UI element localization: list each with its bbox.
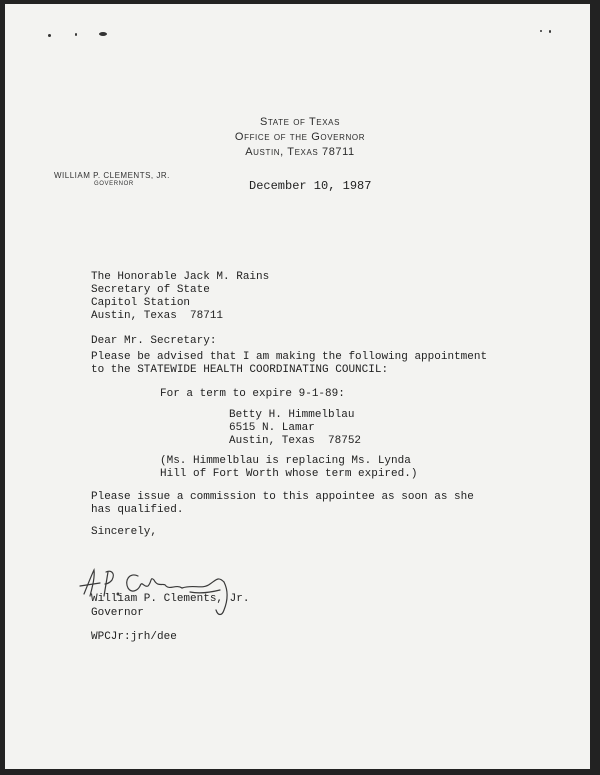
scan-speck xyxy=(549,30,551,33)
scan-speck xyxy=(99,32,107,36)
appointee-line: Austin, Texas 78752 xyxy=(229,435,362,447)
scan-speck xyxy=(540,30,542,32)
scan-speck xyxy=(48,34,51,37)
closing: Sincerely, xyxy=(91,526,158,538)
sender-name: WILLIAM P. CLEMENTS, JR. xyxy=(54,171,170,180)
reference-initials: WPCJr:jrh/dee xyxy=(91,631,177,643)
sender-title: GOVERNOR xyxy=(94,181,134,187)
note-line: Hill of Fort Worth whose term expired.) xyxy=(160,468,418,480)
recipient-line: The Honorable Jack M. Rains xyxy=(91,271,270,283)
signer-name: William P. Clements, Jr. xyxy=(91,593,250,605)
term-line: For a term to expire 9-1-89: xyxy=(160,388,345,400)
body-paragraph-line: Please issue a commission to this appointee as soon as she xyxy=(91,491,474,503)
recipient-line: Austin, Texas 78711 xyxy=(91,310,224,322)
recipient-line: Secretary of State xyxy=(91,284,210,296)
recipient-line: Capitol Station xyxy=(91,297,191,309)
signer-title: Governor xyxy=(91,607,144,619)
letterhead-office: Office of the Governor xyxy=(234,131,366,143)
salutation: Dear Mr. Secretary: xyxy=(91,335,217,347)
body-paragraph-line: to the STATEWIDE HEALTH COORDINATING COUNCIL: xyxy=(91,364,389,376)
letter-date: December 10, 1987 xyxy=(249,179,372,193)
body-paragraph-line: has qualified. xyxy=(91,504,184,516)
letterhead-state: State of Texas xyxy=(259,116,341,128)
note-line: (Ms. Himmelblau is replacing Ms. Lynda xyxy=(160,455,411,467)
appointee-line: Betty H. Himmelblau xyxy=(229,409,355,421)
letterhead-address: Austin, Texas 78711 xyxy=(245,146,355,158)
scan-speck xyxy=(75,33,77,36)
appointee-line: 6515 N. Lamar xyxy=(229,422,315,434)
body-paragraph-line: Please be advised that I am making the following appointment xyxy=(91,351,488,363)
